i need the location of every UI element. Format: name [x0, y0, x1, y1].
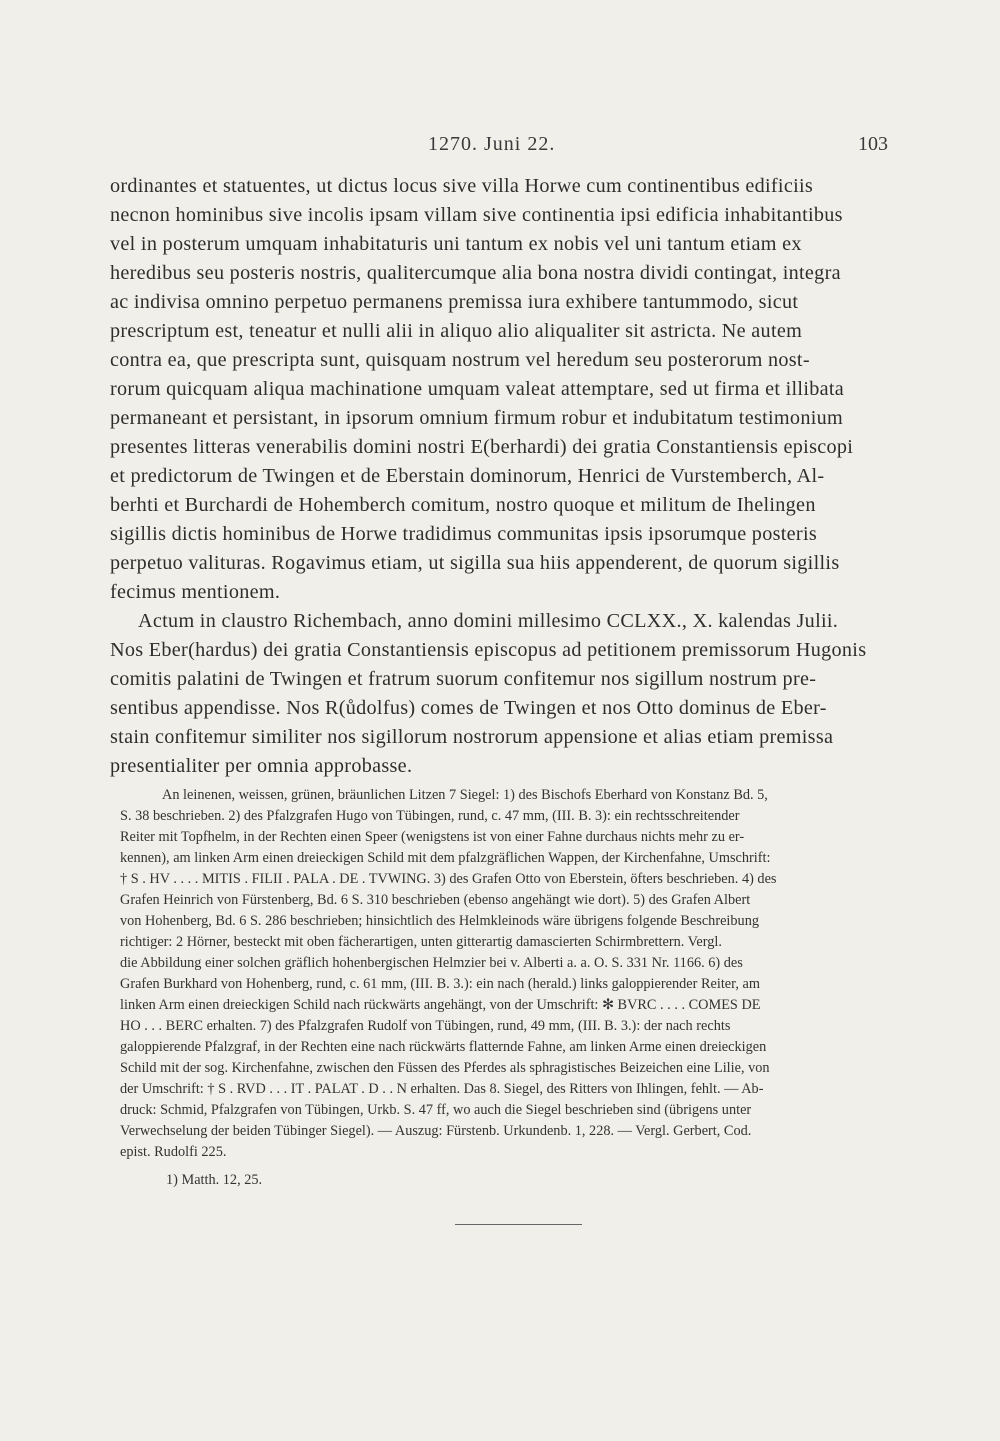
text-line: ordinantes et statuentes, ut dictus locus sive villa Horwe cum continentibus edificiis: [110, 175, 814, 197]
footnote-line: Grafen Burkhard von Hohenberg, rund, c. 61 mm, (III. B. 3.): ein nach (herald.) links galoppierender Reiter, am: [120, 976, 760, 992]
footnote-line: die Abbildung einer solchen gräflich hohenbergischen Helmzier bei v. Alberti a. a. O. S. 331 Nr. 1166. 6) des: [120, 955, 743, 971]
text-line: perpetuo valituras. Rogavimus etiam, ut sigilla sua hiis appenderent, de quorum sigillis: [110, 552, 840, 574]
text-line: permaneant et persistant, in ipsorum omnium firmum robur et indubitatum testimonium: [110, 407, 844, 429]
footnote-line: Schild mit der sog. Kirchenfahne, zwischen den Füssen des Pferdes als sphragistisches Beizeichen eine Lilie, von: [120, 1060, 770, 1076]
text-line: stain confitemur similiter nos sigillorum nostrorum appensione et alias etiam premissa: [110, 726, 834, 748]
text-line: ac indivisa omnino perpetuo permanens premissa iura exhibere tantummodo, sicut: [110, 291, 799, 313]
text-line: fecimus mentionem.: [110, 581, 281, 603]
text-line: contra ea, que prescripta sunt, quisquam nostrum vel heredum seu posterorum nost-: [110, 349, 810, 371]
footnote-line: HO . . . BERC erhalten. 7) des Pfalzgrafen Rudolf von Tübingen, rund, 49 mm, (III. B. 3.): der nach rechts: [120, 1018, 731, 1034]
footnote-line: der Umschrift: † S . RVD . . . IT . PALAT . D . . N erhalten. Das 8. Siegel, des Ritters von Ihlingen, fehlt. — Ab-: [120, 1081, 764, 1097]
text-line: presentes litteras venerabilis domini nostri E(berhardi) dei gratia Constantiensis episcopi: [110, 436, 854, 458]
footnote-line: S. 38 beschrieben. 2) des Pfalzgrafen Hugo von Tübingen, rund, c. 47 mm, (III. B. 3): ein rechtsschreitender: [120, 808, 740, 824]
text-line: necnon hominibus sive incolis ipsam villam sive continentia ipsi edificia inhabitantibus: [110, 204, 843, 226]
text-line: heredibus seu posteris nostris, qualitercumque alia bona nostra dividi contingat, integra: [110, 262, 841, 284]
footnote-line: Verwechselung der beiden Tübinger Siegel). — Auszug: Fürstenb. Urkundenb. 1, 228. — Vergl. Gerbert, Cod.: [120, 1123, 752, 1139]
footnote-line: kennen), am linken Arm einen dreieckigen Schild mit dem pfalzgräflichen Wappen, der Kirchenfahne, Umschrift:: [120, 850, 771, 866]
closing-rule: [455, 1224, 582, 1225]
page-header: [0, 133, 1000, 163]
running-head: 1270. Juni 22.: [428, 133, 556, 155]
footnote-line: Reiter mit Topfhelm, in der Rechten einen Speer (wenigstens ist von einer Fahne durchaus nichts mehr zu er-: [120, 829, 745, 845]
text-line: et predictorum de Twingen et de Eberstain dominorum, Henrici de Vurstemberch, Al-: [110, 465, 825, 487]
footnote-line: von Hohenberg, Bd. 6 S. 286 beschrieben; hinsichtlich des Helmkleinods wäre übrigens folgende Beschreibung: [120, 913, 759, 929]
text-line: Actum in claustro Richembach, anno domini millesimo CCLXX., X. kalendas Julii.: [138, 610, 839, 632]
text-line: prescriptum est, teneatur et nulli alii in aliquo alio aliqualiter sit astricta. Ne autem: [110, 320, 803, 342]
footnote-line: † S . HV . . . . MITIS . FILII . PALA . DE . TVWING. 3) des Grafen Otto von Eberstein, öfters beschrieben. 4) des: [120, 871, 777, 887]
footnote-line: An leinenen, weissen, grünen, bräunlichen Litzen 7 Siegel: 1) des Bischofs Eberhard von Konstanz Bd. 5,: [162, 787, 768, 803]
footnote-line: galoppierende Pfalzgraf, in der Rechten eine nach rückwärts flatternde Fahne, am linken Arme einen dreieckigen: [120, 1039, 767, 1055]
footnote-line: 1) Matth. 12, 25.: [166, 1172, 263, 1188]
text-line: sigillis dictis hominibus de Horwe tradidimus communitas ipsis ipsorumque posteris: [110, 523, 818, 545]
footnote-line: druck: Schmid, Pfalzgrafen von Tübingen, Urkb. S. 47 ff, wo auch die Siegel beschrieben sind (übrigens unter: [120, 1102, 752, 1118]
footnote-line: richtiger: 2 Hörner, besteckt mit oben fächerartigen, unten gitterartig damascierten Schirmbrettern. Vergl.: [120, 934, 722, 950]
footnote-line: epist. Rudolfi 225.: [120, 1144, 227, 1160]
footnote-line: Grafen Heinrich von Fürstenberg, Bd. 6 S. 310 beschrieben (ebenso angehängt wie dort). 5) des Grafen Albert: [120, 892, 751, 908]
page-number: 103: [858, 133, 888, 155]
text-line: presentialiter per omnia approbasse.: [110, 755, 413, 777]
text-line: Nos Eber(hardus) dei gratia Constantiensis episcopus ad petitionem premissorum Hugonis: [110, 639, 867, 661]
text-line: berhti et Burchardi de Hohemberch comitum, nostro quoque et militum de Ihelingen: [110, 494, 816, 516]
text-line: comitis palatini de Twingen et fratrum suorum confitemur nos sigillum nostrum pre-: [110, 668, 817, 690]
text-line: rorum quicquam aliqua machinatione umquam valeat attemptare, sed ut firma et illibata: [110, 378, 845, 400]
text-line: vel in posterum umquam inhabitaturis uni tantum ex nobis vel uni tantum etiam ex: [110, 233, 802, 255]
text-line: sentibus appendisse. Nos R(ůdolfus) comes de Twingen et nos Otto dominus de Eber-: [110, 697, 827, 719]
footnote-line: linken Arm einen dreieckigen Schild nach rückwärts angehängt, von der Umschrift: ✻ BVRC . . . . COMES DE: [120, 997, 761, 1013]
